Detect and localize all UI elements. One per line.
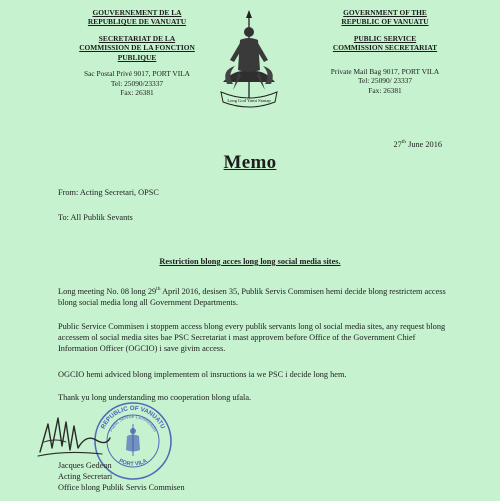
body-paragraph-2: Public Service Commisen i stoppem access blong every publik servants long ol social media sites, any request blong accessem ol social media sites bae PSC Secretariat i mast approvem before Office of the Government Chief Information Officer (OGCIO) i save givim access. (58, 322, 446, 353)
p1-part-b: April 2016, desisen 35, Publik Servis Commisen hemi decide blong restrictem access blong social media long all Government Departments. (58, 287, 446, 307)
address-fr: Sac Postal Privé 9017, PORT VILA (83, 69, 191, 79)
date-day: 27 (393, 140, 402, 149)
stamp-ring-text: Public Service Commission (108, 413, 158, 433)
signatory-name: Jacques Gedeon (58, 461, 112, 470)
gov-line-1-fr: GOUVERNEMENT DE LA (92, 8, 182, 17)
letterhead (0, 8, 500, 118)
dept-line-1-en: PUBLIC SERVICE (353, 33, 417, 43)
memo-from: From: Acting Secretari, OPSC (58, 188, 159, 197)
body-paragraph-1 (58, 287, 453, 309)
signatory-office: Office blong Publik Servis Commisen (58, 482, 185, 492)
p1-part-a: Long meeting No. 08 long 29 (58, 287, 157, 296)
gov-line-2-fr: REPUBLIQUE DE VANUATU (87, 17, 187, 27)
memo-subject: Restriction blong acces long long social media sites. (159, 257, 341, 266)
address-en: Private Mail Bag 9017, PORT VILA (330, 66, 440, 76)
dept-line-2-en: COMMISSION SECRETARIAT (332, 43, 438, 53)
stamp-top-text: REPUBLIC OF VANUATU (99, 404, 167, 431)
signatory-role: Acting Secretari (58, 471, 113, 481)
stamp-bottom-text: PORT VILA (117, 458, 149, 468)
memo-to: To: All Publik Sevants (58, 213, 133, 222)
gov-line-2-en: REPUBLIC OF VANUATU (341, 17, 429, 27)
date-rest: June 2016 (406, 140, 442, 149)
gov-line-1-en: GOVERNMENT OF THE (343, 8, 427, 17)
p1-sup: th (156, 286, 161, 293)
letterhead-french (42, 8, 232, 98)
date-suffix: th (401, 139, 407, 146)
vanuatu-coat-of-arms-icon (213, 10, 285, 115)
emblem-motto: Long God Yumi Stanap (227, 98, 271, 103)
dept-line-1-fr: SECRETARIAT DE LA (98, 33, 176, 43)
dept-line-2-fr: COMMISSION DE LA FONCTION (79, 43, 195, 53)
fax-fr: Fax: 26381 (120, 88, 154, 98)
body-paragraph-3: OGCIO hemi adviced blong implementem ol insructions ia we PSC i decide long hem. (58, 370, 347, 379)
tel-fr: Tel: 25090/23337 (110, 78, 164, 88)
fax-en: Fax: 26381 (368, 85, 402, 95)
memo-date (393, 140, 442, 149)
signature-block (58, 461, 185, 493)
memo-title: Memo (223, 152, 277, 173)
tel-en: Tel: 25090/ 23337 (357, 76, 413, 86)
letterhead-english (290, 8, 480, 95)
handwritten-signature-icon (36, 412, 114, 464)
dept-line-3-fr: PUBLIQUE (117, 52, 157, 62)
body-paragraph-4: Thank yu long understanding mo cooperation blong ufala. (58, 393, 252, 402)
